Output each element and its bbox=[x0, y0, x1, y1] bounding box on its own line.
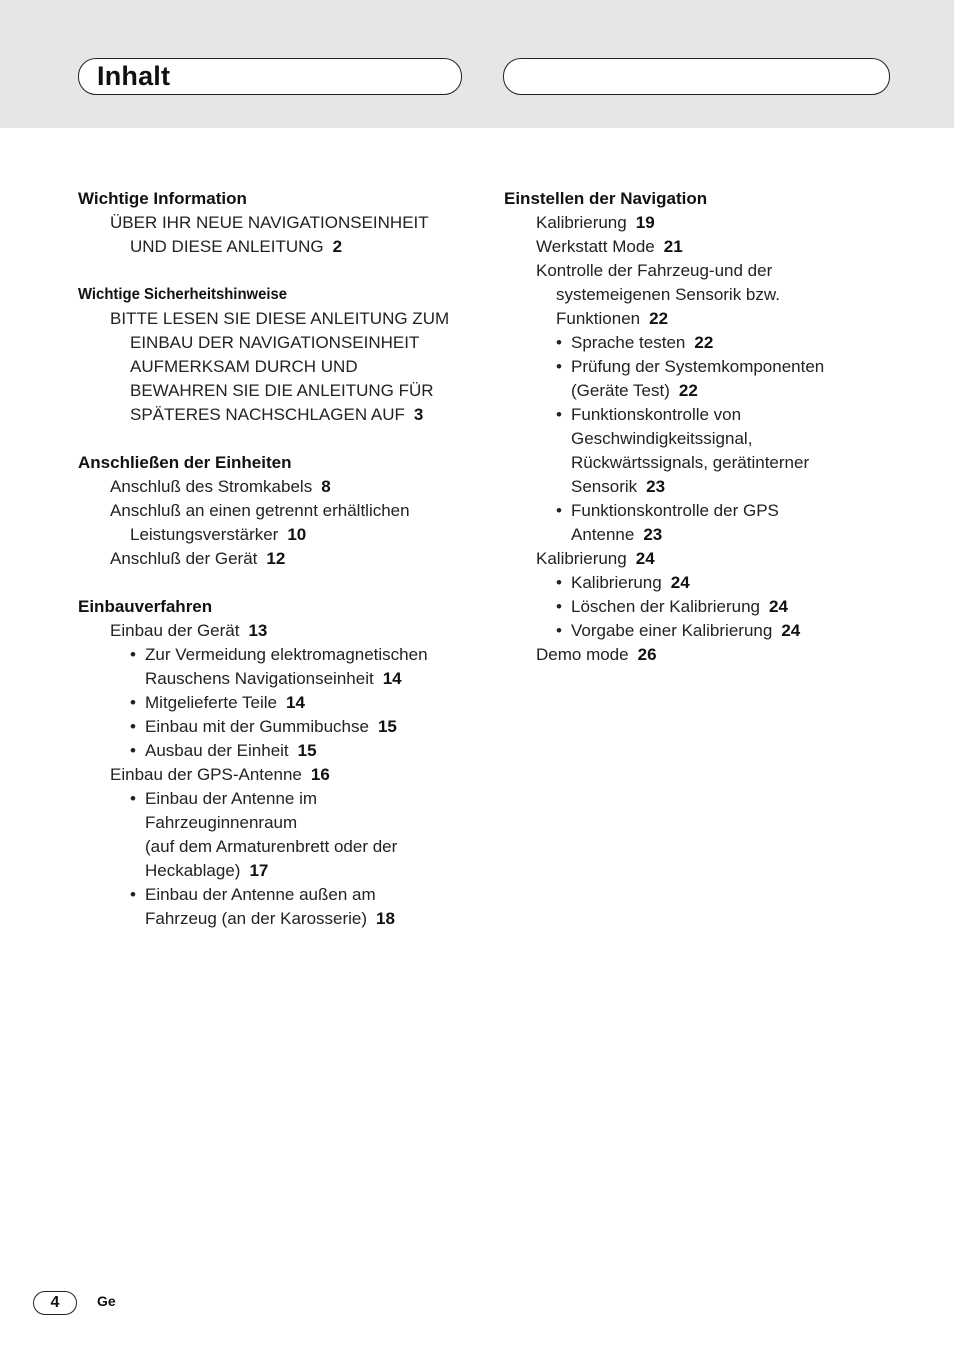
toc-right-column bbox=[504, 187, 924, 667]
toc-page-number: 3 bbox=[413, 405, 424, 424]
toc-entry-text: UND DIESE ANLEITUNG bbox=[130, 237, 324, 256]
toc-spacer bbox=[78, 427, 498, 451]
empty-title-box bbox=[503, 58, 890, 95]
toc-bullet-entry[interactable] bbox=[504, 403, 924, 427]
toc-entry-text: BITTE LESEN SIE DIESE ANLEITUNG ZUM bbox=[110, 309, 450, 328]
bullet-icon: • bbox=[130, 741, 136, 760]
toc-bullet-entry[interactable] bbox=[78, 883, 498, 907]
bullet-icon: • bbox=[130, 885, 136, 904]
toc-page-number: 21 bbox=[663, 237, 683, 256]
toc-entry[interactable] bbox=[78, 547, 498, 571]
toc-bullet-entry[interactable] bbox=[78, 739, 498, 763]
toc-bullet-entry[interactable] bbox=[78, 715, 498, 739]
toc-entry-text: Wichtige Information bbox=[78, 189, 247, 208]
toc-entry-text: BEWAHREN SIE DIE ANLEITUNG FÜR bbox=[130, 381, 434, 400]
toc-entry-text: Sensorik bbox=[571, 477, 638, 496]
toc-entry-text: Werkstatt Mode bbox=[536, 237, 655, 256]
toc-bullet-entry[interactable] bbox=[78, 787, 498, 811]
toc-page-number: 16 bbox=[310, 765, 330, 784]
bullet-icon: • bbox=[556, 573, 562, 592]
toc-section-heading bbox=[78, 451, 498, 475]
toc-page-number: 26 bbox=[637, 645, 657, 664]
toc-entry-text: Heckablage) bbox=[145, 861, 241, 880]
toc-entry[interactable] bbox=[504, 523, 924, 547]
toc-entry-text: Anschluß an einen getrennt erhältlichen bbox=[110, 501, 410, 520]
bullet-icon: • bbox=[130, 645, 136, 664]
toc-entry-text: Rauschens Navigationseinheit bbox=[145, 669, 374, 688]
toc-entry-text: Ausbau der Einheit bbox=[145, 741, 289, 760]
toc-entry[interactable] bbox=[78, 379, 498, 403]
toc-bullet-entry[interactable] bbox=[504, 355, 924, 379]
toc-entry[interactable] bbox=[78, 403, 498, 427]
toc-page-number: 23 bbox=[646, 477, 666, 496]
toc-entry-text: Zur Vermeidung elektromagnetischen bbox=[145, 645, 428, 664]
bullet-icon: • bbox=[556, 333, 562, 352]
toc-page-number: 2 bbox=[332, 237, 343, 256]
toc-entry-text: Kalibrierung bbox=[536, 549, 627, 568]
toc-entry-text: Einbauverfahren bbox=[78, 597, 213, 616]
toc-entry[interactable] bbox=[504, 547, 924, 571]
bullet-icon: • bbox=[556, 405, 562, 424]
toc-entry-text: Anschließen der Einheiten bbox=[78, 453, 292, 472]
toc-bullet-entry[interactable] bbox=[504, 595, 924, 619]
toc-page-number: 17 bbox=[249, 861, 269, 880]
toc-entry-text: Kontrolle der Fahrzeug-und der bbox=[536, 261, 773, 280]
toc-entry-text: Funktionen bbox=[556, 309, 641, 328]
toc-spacer bbox=[78, 259, 498, 283]
toc-entry[interactable] bbox=[78, 499, 498, 523]
toc-left-column bbox=[78, 187, 498, 931]
toc-page-number: 14 bbox=[285, 693, 305, 712]
title-box bbox=[78, 58, 462, 95]
toc-entry[interactable] bbox=[504, 283, 924, 307]
bullet-icon: • bbox=[556, 501, 562, 520]
toc-section-heading bbox=[504, 187, 924, 211]
language-code: Ge bbox=[97, 1293, 116, 1309]
toc-page-number: 8 bbox=[321, 477, 331, 496]
toc-section-heading bbox=[78, 595, 498, 619]
page-number-badge: 4 bbox=[33, 1291, 77, 1315]
toc-bullet-entry[interactable] bbox=[504, 499, 924, 523]
toc-entry-text: Sprache testen bbox=[571, 333, 686, 352]
bullet-icon: • bbox=[556, 621, 562, 640]
toc-entry-text: Anschluß der Gerät bbox=[110, 549, 258, 568]
toc-entry-text: (Geräte Test) bbox=[571, 381, 670, 400]
toc-page-number: 22 bbox=[678, 381, 698, 400]
toc-page-number: 24 bbox=[670, 573, 690, 592]
toc-entry[interactable] bbox=[78, 811, 498, 835]
toc-entry[interactable] bbox=[504, 211, 924, 235]
toc-entry-text: Prüfung der Systemkomponenten bbox=[571, 357, 825, 376]
toc-entry[interactable] bbox=[78, 667, 498, 691]
bullet-icon: • bbox=[130, 717, 136, 736]
toc-page-number: 24 bbox=[635, 549, 655, 568]
toc-entry-text: systemeigenen Sensorik bzw. bbox=[556, 285, 780, 304]
toc-entry[interactable] bbox=[78, 859, 498, 883]
toc-bullet-entry[interactable] bbox=[504, 619, 924, 643]
toc-entry[interactable] bbox=[78, 211, 498, 235]
toc-entry-text: Leistungsverstärker bbox=[130, 525, 279, 544]
toc-bullet-entry[interactable] bbox=[78, 691, 498, 715]
toc-entry[interactable] bbox=[504, 235, 924, 259]
toc-entry-text: Rückwärtssignals, gerätinterner bbox=[571, 453, 810, 472]
toc-entry-text: Mitgelieferte Teile bbox=[145, 693, 277, 712]
toc-entry-text: Demo mode bbox=[536, 645, 629, 664]
toc-entry[interactable] bbox=[78, 835, 498, 859]
toc-entry-text: Antenne bbox=[571, 525, 635, 544]
toc-entry-text: ÜBER IHR NEUE NAVIGATIONSEINHEIT bbox=[110, 213, 429, 232]
toc-entry[interactable] bbox=[78, 331, 498, 355]
toc-entry-text: Einstellen der Navigation bbox=[504, 189, 708, 208]
toc-entry-text: AUFMERKSAM DURCH UND bbox=[130, 357, 358, 376]
toc-entry-text: Wichtige Sicherheitshinweise bbox=[78, 286, 288, 303]
toc-page-number: 22 bbox=[694, 333, 714, 352]
toc-entry[interactable] bbox=[504, 307, 924, 331]
toc-entry-text: Löschen der Kalibrierung bbox=[571, 597, 761, 616]
toc-page-number: 22 bbox=[649, 309, 669, 328]
toc-page-number: 24 bbox=[769, 597, 788, 616]
toc-page-number: 12 bbox=[266, 549, 286, 568]
toc-entry[interactable] bbox=[78, 523, 498, 547]
bullet-icon: • bbox=[130, 789, 136, 808]
toc-page-number: 13 bbox=[248, 621, 268, 640]
toc-entry-text: Geschwindigkeitssignal, bbox=[571, 429, 753, 448]
bullet-icon: • bbox=[130, 693, 136, 712]
toc-entry[interactable] bbox=[504, 259, 924, 283]
toc-entry[interactable] bbox=[504, 427, 924, 451]
toc-entry[interactable] bbox=[504, 643, 924, 667]
toc-entry[interactable] bbox=[78, 355, 498, 379]
toc-section-heading bbox=[78, 283, 469, 307]
toc-entry-text: EINBAU DER NAVIGATIONSEINHEIT bbox=[130, 333, 420, 352]
toc-page-number: 23 bbox=[643, 525, 663, 544]
toc-entry-text: Einbau mit der Gummibuchse bbox=[145, 717, 369, 736]
toc-entry-text: Einbau der Gerät bbox=[110, 621, 240, 640]
toc-section-heading bbox=[78, 187, 498, 211]
toc-entry-text: Anschluß des Stromkabels bbox=[110, 477, 313, 496]
toc-entry-text: Fahrzeug (an der Karosserie) bbox=[145, 909, 368, 928]
toc-entry[interactable] bbox=[504, 475, 924, 499]
toc-page-number: 14 bbox=[382, 669, 402, 688]
toc-page-number: 10 bbox=[287, 525, 307, 544]
toc-entry-text: Einbau der Antenne außen am bbox=[145, 885, 376, 904]
toc-spacer bbox=[78, 571, 498, 595]
toc-bullet-entry[interactable] bbox=[78, 643, 498, 667]
toc-entry-text: Fahrzeuginnenraum bbox=[145, 813, 298, 832]
toc-bullet-entry[interactable] bbox=[504, 571, 924, 595]
toc-entry-text: Funktionskontrolle der GPS bbox=[571, 501, 779, 520]
toc-entry-text: SPÄTERES NACHSCHLAGEN AUF bbox=[130, 405, 405, 424]
toc-entry[interactable] bbox=[78, 475, 498, 499]
bullet-icon: • bbox=[556, 357, 562, 376]
toc-entry[interactable] bbox=[78, 235, 498, 259]
toc-entry[interactable] bbox=[78, 763, 498, 787]
toc-bullet-entry[interactable] bbox=[504, 331, 924, 355]
toc-page-number: 18 bbox=[376, 909, 395, 928]
toc-page-number: 19 bbox=[635, 213, 655, 232]
toc-entry[interactable] bbox=[504, 379, 924, 403]
page-title: Inhalt bbox=[97, 61, 171, 91]
toc-entry-text: Vorgabe einer Kalibrierung bbox=[571, 621, 773, 640]
bullet-icon: • bbox=[556, 597, 562, 616]
toc-entry[interactable] bbox=[78, 907, 498, 931]
toc-entry-text: Funktionskontrolle von bbox=[571, 405, 742, 424]
toc-entry[interactable] bbox=[78, 619, 498, 643]
toc-entry[interactable] bbox=[504, 451, 924, 475]
toc-entry-text: Einbau der GPS-Antenne bbox=[110, 765, 302, 784]
toc-entry-text: (auf dem Armaturenbrett oder der bbox=[145, 837, 398, 856]
toc-page-number: 15 bbox=[377, 717, 397, 736]
toc-entry-text: Kalibrierung bbox=[536, 213, 627, 232]
toc-entry-text: Einbau der Antenne im bbox=[145, 789, 318, 808]
toc-entry[interactable] bbox=[78, 307, 498, 331]
toc-entry-text: Kalibrierung bbox=[571, 573, 662, 592]
toc-page-number: 15 bbox=[297, 741, 317, 760]
toc-page-number: 24 bbox=[781, 621, 801, 640]
